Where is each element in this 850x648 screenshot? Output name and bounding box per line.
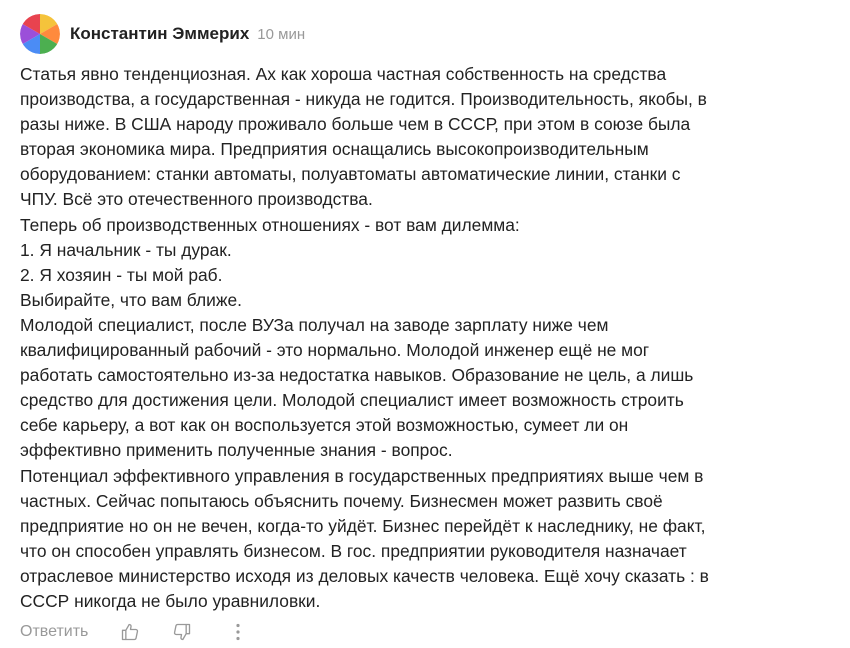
- comment-line: Теперь об производственных отношениях - вот вам дилемма:: [20, 214, 520, 235]
- comment-line: отраслевое министерство исходя из деловых качеств человека. Ещё хочу сказать : в: [20, 565, 709, 586]
- comment-line: производства, а государственная - никуда не годится. Производительность, якобы, в: [20, 89, 707, 110]
- dislike-button[interactable]: [171, 621, 193, 643]
- thumbs-up-icon: [120, 622, 140, 642]
- comment-line: оборудованием: станки автоматы, полуавтоматы автоматические линии, станки с: [20, 164, 681, 185]
- more-button[interactable]: [227, 621, 249, 643]
- thumbs-down-icon: [172, 622, 192, 642]
- comment-line: что он способен управлять бизнесом. В гос. предприятии руководителя назначает: [20, 540, 687, 561]
- avatar[interactable]: [20, 14, 60, 54]
- comment-time: 10 мин: [257, 25, 306, 43]
- comment-line: СССР никогда не было уравниловки.: [20, 590, 321, 611]
- comment-line: Статья явно тенденциозная. Ах как хороша частная собственность на средства: [20, 64, 667, 84]
- comment-line: частных. Сейчас попытаюсь объяснить почему. Бизнесмен может развить своё: [20, 490, 663, 511]
- comment-line: вторая экономика мира. Предприятия оснащались высокопроизводительным: [20, 139, 649, 160]
- author-name[interactable]: Константин Эммерих: [70, 24, 250, 43]
- comment-actions: [20, 620, 249, 644]
- comment-line: средство для достижения цели. Молодой специалист имеет возможность строить: [20, 390, 684, 411]
- comment-header: [20, 14, 820, 54]
- comment-line: Выбирайте, что вам ближе.: [20, 289, 242, 310]
- like-button[interactable]: [119, 621, 141, 643]
- comment-line: Потенциал эффективного управления в государственных предприятиях выше чем в: [20, 465, 704, 486]
- comment-line: предприятие но он не вечен, когда-то уйдёт. Бизнес перейдёт к наследнику, не факт,: [20, 515, 706, 536]
- comment-line: себе карьеру, а вот как он воспользуется этой возможностью, сумеет ли он: [20, 415, 629, 436]
- comment-line: 2. Я хозяин - ты мой раб.: [20, 264, 223, 285]
- comment-text: [20, 62, 800, 614]
- comment-line: 1. Я начальник - ты дурак.: [20, 239, 232, 260]
- more-vertical-icon: [235, 623, 241, 641]
- comment-line: Молодой специалист, после ВУЗа получал на заводе зарплату ниже чем: [20, 314, 609, 335]
- comment-line: работать самостоятельно из-за недостатка навыков. Образование не цель, а лишь: [20, 365, 694, 386]
- comment-line: квалифицированный рабочий - это нормально. Молодой инженер ещё не мог: [20, 340, 650, 361]
- comment: [20, 14, 820, 614]
- reply-button[interactable]: Ответить: [20, 623, 89, 640]
- avatar-image: [20, 14, 60, 54]
- comment-line: разы ниже. В США народу проживало больше чем в СССР, при этом в союзе была: [20, 114, 691, 135]
- comment-line: эффективно применить полученные знания - вопрос.: [20, 440, 453, 461]
- comment-line: ЧПУ. Всё это отечественного производства.: [20, 189, 373, 210]
